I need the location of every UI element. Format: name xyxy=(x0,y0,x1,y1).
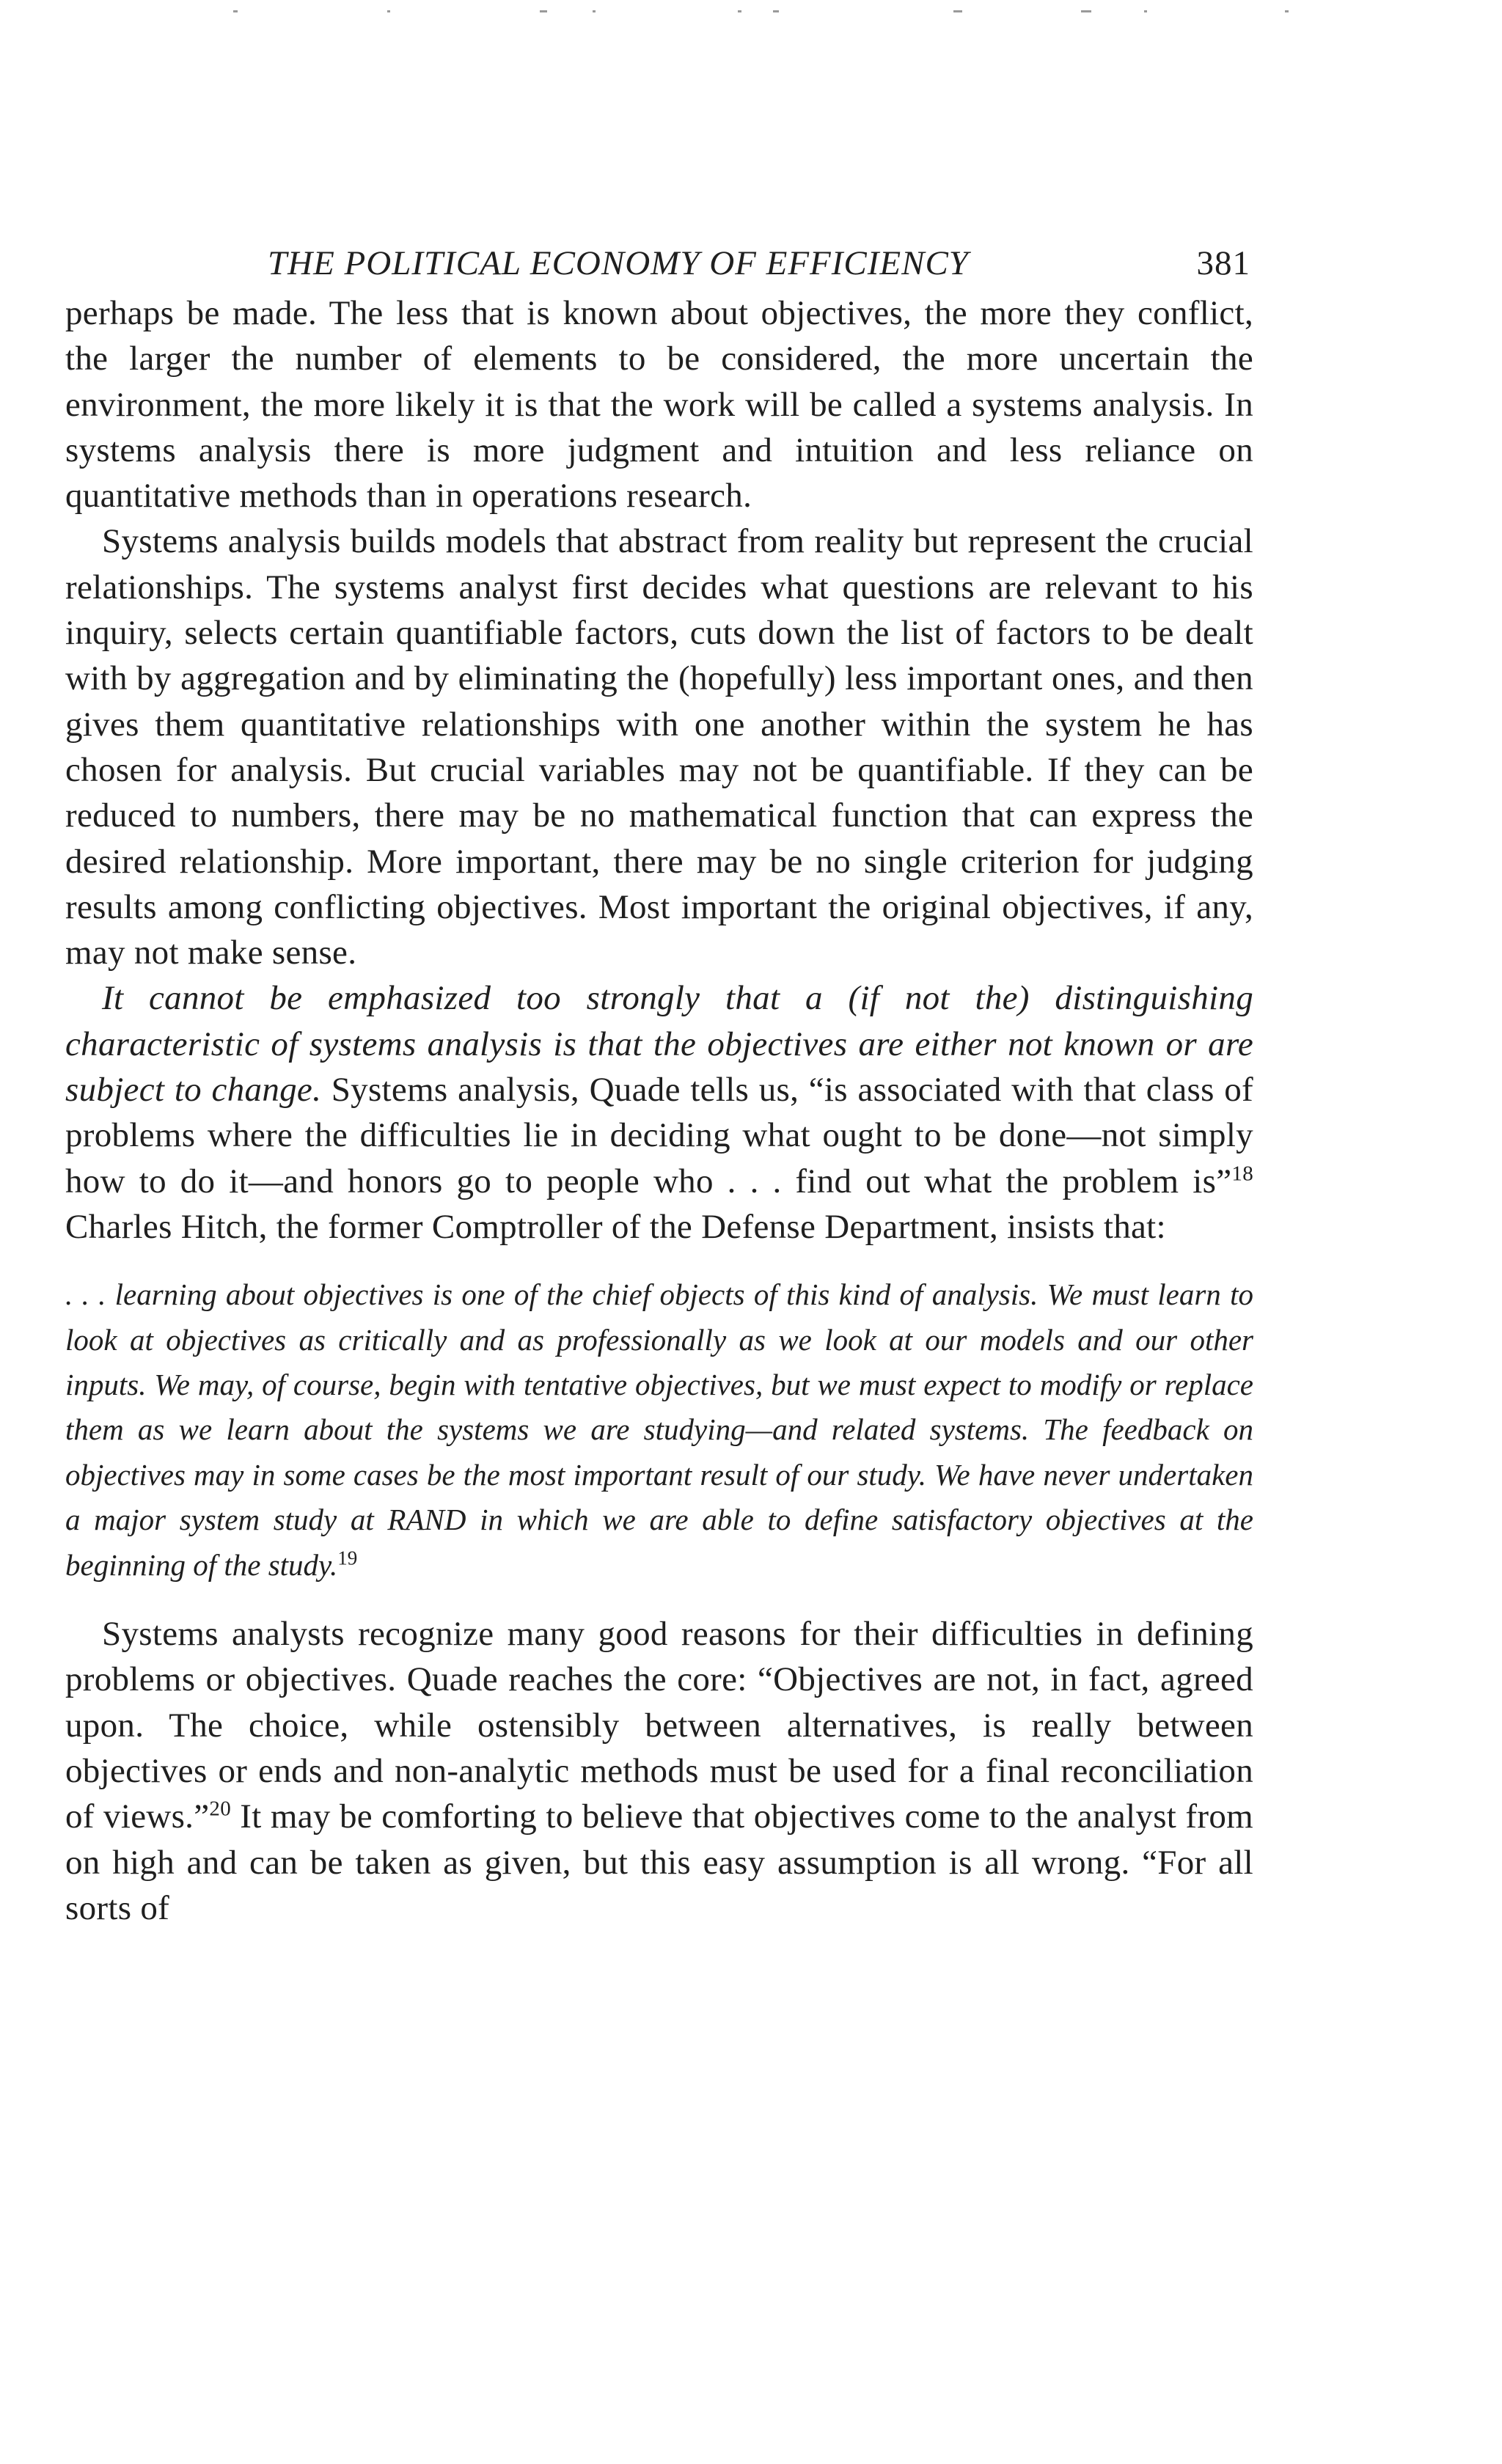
scan-speck xyxy=(593,10,596,12)
block-quote-text-wrap xyxy=(65,1272,1253,1588)
running-head-title: THE POLITICAL ECONOMY OF EFFICIENCY xyxy=(268,244,969,282)
block-quote-text: . . . learning about objectives is one of the chief objects of this kind of analysis. We must learn to look at objectives as critically and as professionally as we look at our models and our other inputs. We may, of course, begin with tentative objectives, but we must expect to modify or replace them as we learn about the systems we are studying—and related systems. The feedback on objectives may in some cases be the most important result of our study. We have never undertaken a major system study at RAND in which we are able to define satisfactory objectives at the beginning of the study. xyxy=(65,1277,1253,1582)
footnote-ref-20: 20 xyxy=(209,1797,232,1821)
paragraph-continued: perhaps be made. The less that is known about objectives, the more they conflict, the larger the number of elements to be considered, the more uncertain the environment, the more likely it is that the work will be called a systems analysis. In systems analysis there is more judgment and intuition and less reliance on quantitative methods than in operations research. xyxy=(65,294,1253,516)
scan-speck xyxy=(738,10,741,12)
scan-speck xyxy=(1081,10,1091,12)
paragraph-difficulties-text: Systems analysts recognize many good reasons for their difficulties in defining problems or objectives. Quade reaches the core: “Objectives are not, in fact, agreed upon. The choice, while ostensibly between alternatives, is really between objectives or ends and non-analytic methods must be used for a final reconciliation of views.” xyxy=(65,1615,1253,1836)
page-number: 381 xyxy=(1196,244,1250,282)
scan-speck xyxy=(387,10,390,12)
paragraph-difficulties xyxy=(65,1611,1253,1931)
scan-speck xyxy=(953,10,962,12)
paragraph-objectives-tail: Charles Hitch, the former Comptroller of the Defense Department, insists that: xyxy=(65,1207,1166,1246)
paragraph-systems-models: Systems analysis builds models that abstract from reality but represent the crucial relationships. The systems analyst first decides what questions are relevant to his inquiry, selects certain quantifiable factors, cuts down the list of factors to be dealt with by aggregation and by eliminating the (hopefully) less important ones, and then gives them quantitative relationships with one another within the system he has chosen for analysis. But crucial variables may not be quantifiable. If they can be reduced to numbers, there may be no mathematical function that can express the desired relationship. More important, there may be no single criterion for judging results among conflicting objectives. Most important the original objectives, if any, may not make sense. xyxy=(65,522,1253,972)
scan-speck xyxy=(540,10,547,12)
paragraph-objectives xyxy=(65,975,1253,1250)
footnote-ref-19: 19 xyxy=(337,1547,358,1569)
scan-speck xyxy=(1144,10,1147,12)
body-text xyxy=(65,290,1253,1250)
block-quote-hitch xyxy=(65,1272,1253,1588)
scan-speck xyxy=(1285,10,1289,12)
footnote-ref-18: 18 xyxy=(1231,1161,1253,1185)
paragraph-difficulties-tail: It may be comforting to believe that objectives come to the analyst from on high and can be taken as given, but this easy assumption is all wrong. “For all sorts of xyxy=(65,1797,1253,1927)
scan-speck xyxy=(773,10,779,12)
scan-speck xyxy=(233,10,238,12)
book-page xyxy=(65,236,1253,1931)
emphasized-statement: It cannot be emphasized too strongly that a (if not the) distinguishing characteristic of systems analysis is that the objectives are either not known or are subject to change. xyxy=(65,979,1253,1110)
body-text-continued xyxy=(65,1611,1253,1931)
paragraph-objectives-text: Systems analysis, Quade tells us, “is associated with that class of problems where the difficulties lie in deciding what ought to be done—not simply how to do it—and honors go to people who . . . find out what the problem is” xyxy=(65,1071,1253,1200)
scan-artifacts xyxy=(0,0,1502,29)
running-head xyxy=(65,236,1253,290)
